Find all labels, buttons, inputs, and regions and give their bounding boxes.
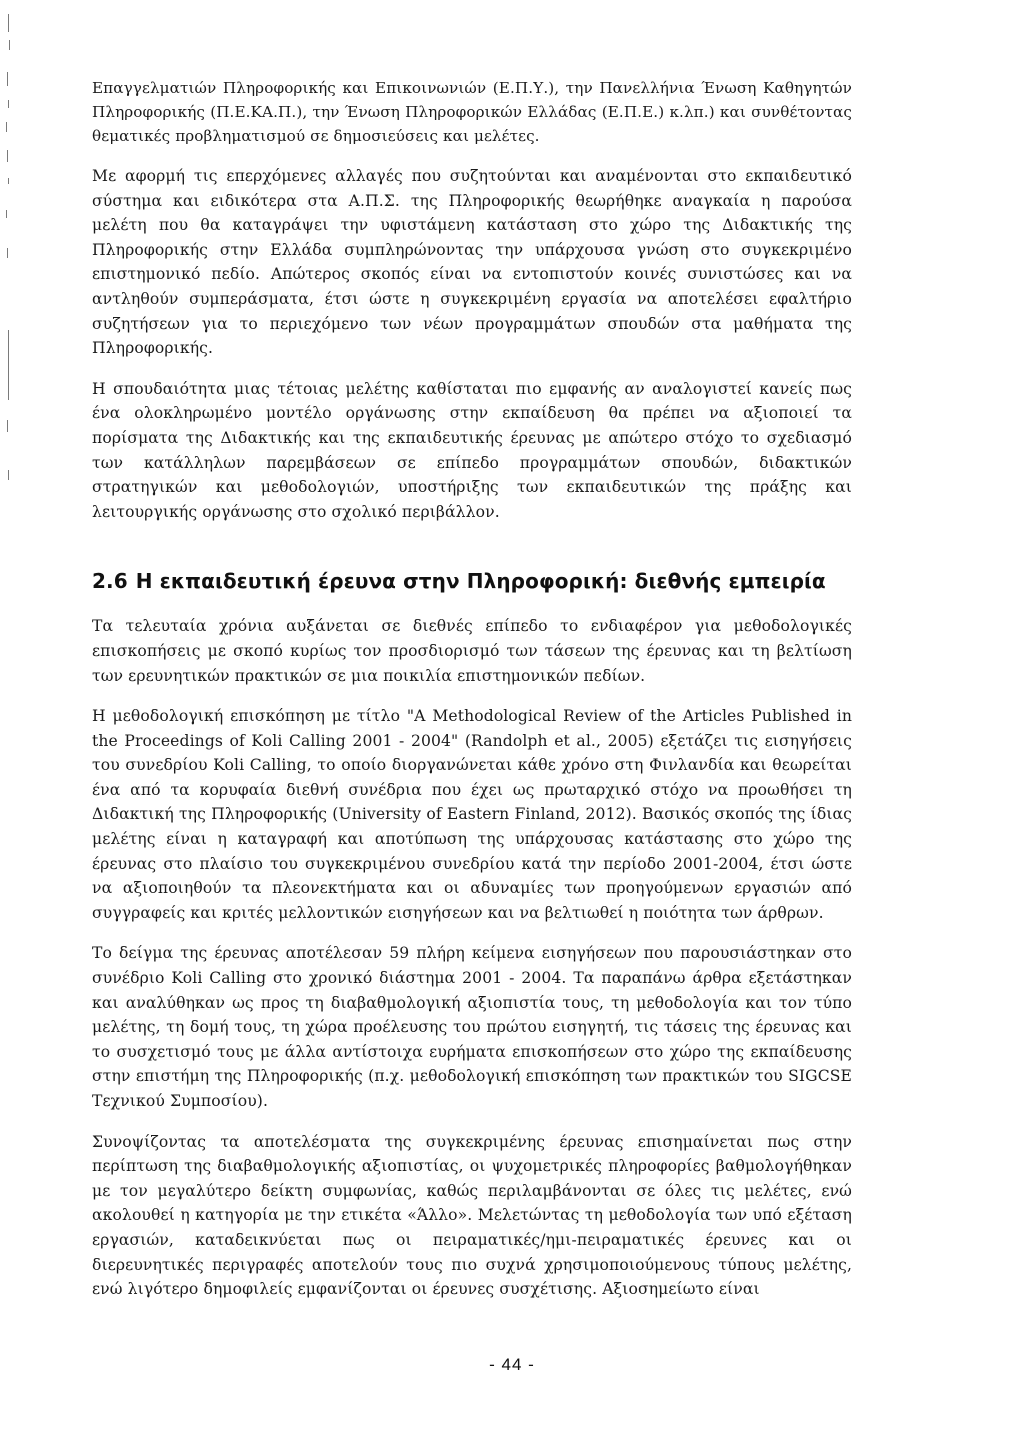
paragraph-summary: Συνοψίζοντας τα αποτελέσματα της συγκεκριμένης έρευνας επισημαίνεται πως στην περίπτωση της διαβαθμολογικής αξιοπιστίας, οι ψυχομετρικές πληροφορίες βαθμολογήθηκαν με τον μεγαλύτερο δείκτη συμφωνίας, καθώς περιλαμβάνονται σε όλες τις μελέτες, ενώ ακολουθεί η κατηγορία με την ετικέτα «Άλλο». Μελετώντας τη μεθοδολογία των υπό εξέταση εργασιών, καταδεικνύεται πως οι πειραματικές/ημι-πειραματικές έρευνες και οι διερευνητικές περιγραφές αποτελούν τους πιο συχνά χρησιμοποιούμενους τύπους μελέτης, ενώ λιγότερο δημοφιλείς εμφανίζονται οι έρευνες συσχέτισης. Αξιοσημείωτο είναι xyxy=(92,1132,852,1299)
paragraph-importance: Η σπουδαιότητα μιας τέτοιας μελέτης καθίσταται πιο εμφανής αν αναλογιστεί κανείς πως ένα ολοκληρωμένο μοντέλο οργάνωσης στην εκπαίδευση θα πρέπει να αξιοποιεί τα πορίσματα της Διδακτικής και της εκπαιδευτικής έρευνας με απώτερο στόχο το σχεδιασμό των κατάλληλων παρεμβάσεων σε επίπεδο προγραμμάτων σπουδών, διδακτικών στρατηγικών και μεθοδολογιών, υποστήριξης των εκπαιδευτικών της πράξης και λειτουργικής οργάνωσης στο σχολικό περιβάλλον. xyxy=(92,379,852,521)
section-number: 2.6 xyxy=(92,569,128,594)
scan-margin-marks xyxy=(0,0,24,1434)
paragraph-methodological-review: Η μεθοδολογική επισκόπηση με τίτλο "A Methodological Review of the Articles Published in the Proceedings of Koli Calling 2001 - 2004" (Randolph et al., 2005) εξετάζει τις εισηγήσεις του συνεδρίου Koli Calling, το οποίο διοργανώνεται κάθε χρόνο στη Φινλανδία και θεωρείται ένα από τα κορυφαία διεθνή συνέδρια που έχει ως πρωταρχικό στόχο να προωθήσει τη Διδακτική της Πληροφορικής (University of Eastern Finland, 2012). Βασικός σκοπός της ίδιας μελέτης είναι η καταγραφή και αποτύπωση της υπάρχουσας κατάστασης στο χώρο της έρευνας στο πλαίσιο του συγκεκριμένου συνεδρίου κατά την περίοδο 2001-2004, έτσι ώστε να αξιοποιηθούν τα πλεονεκτήματα και οι αδυναμίες των προηγούμενων εργασιών από συγγραφείς και κριτές μελλοντικών εισηγήσεων και να βελτιωθεί η ποιότητα των άρθρων. xyxy=(92,707,852,922)
paragraph-continued-list: Επαγγελματιών Πληροφορικής και Επικοινωνιών (Ε.Π.Υ.), την Πανελλήνια Ένωση Καθηγητών Πληροφορικής (Π.Ε.ΚΑ.Π.), την Ένωση Πληροφορικών Ελλάδας (Ε.Π.Ε.) κ.λπ.) και συνθέτοντας θεματικές προβληματισμού σε δημοσιεύσεις και μελέτες. xyxy=(92,79,852,145)
document-page xyxy=(92,76,852,1318)
section-title: Η εκπαιδευτική έρευνα στην Πληροφορική: διεθνής εμπειρία xyxy=(135,569,826,594)
section-heading xyxy=(92,568,852,594)
paragraph-introduction: Τα τελευταία χρόνια αυξάνεται σε διεθνές επίπεδο το ενδιαφέρον για μεθοδολογικές επισκοπήσεις με σκοπό κυρίως τον προσδιορισμό των τάσεων της έρευνας και τη βελτίωση των ερευνητικών πρακτικών σε μια ποικιλία επιστημονικών πεδίων. xyxy=(92,617,852,685)
paragraph-motivation: Με αφορμή τις επερχόμενες αλλαγές που συζητούνται και αναμένονται στο εκπαιδευτικό σύστημα και ειδικότερα στα Α.Π.Σ. της Πληροφορικής θεωρήθηκε αναγκαία η παρούσα μελέτη που θα καταγράψει την υφιστάμενη κατάσταση στο χώρο της Διδακτικής της Πληροφορικής στην Ελλάδα συμπληρώνοντας την υπάρχουσα γνώση στο συγκεκριμένο επιστημονικό πεδίο. Απώτερος σκοπός είναι να εντοπιστούν κοινές συνιστώσες και να αντληθούν συμπεράσματα, έτσι ώστε η συγκεκριμένη εργασία να αποτελέσει εφαλτήριο συζητήσεων για το περιεχόμενο των νέων προγραμμάτων σπουδών στα μαθήματα της Πληροφορικής. xyxy=(92,167,852,358)
page-number: - 44 - xyxy=(489,1355,535,1374)
paragraph-sample: Το δείγμα της έρευνας αποτέλεσαν 59 πλήρη κείμενα εισηγήσεων που παρουσιάστηκαν στο συνέδριο Koli Calling στο χρονικό διάστημα 2001 - 2004. Τα παραπάνω άρθρα εξετάστηκαν και αναλύθηκαν ως προς τη διαβαθμολογική αξιοπιστία τους, τη μεθοδολογία και τον τύπο μελέτης, τη δομή τους, τη χώρα προέλευσης του πρώτου εισηγητή, τις τάσεις της έρευνας και το συσχετισμό τους με άλλα αντίστοιχα ευρήματα επισκοπήσεων στο χώρο της εκπαίδευσης στην επιστήμη της Πληροφορικής (π.χ. μεθοδολογική επισκόπηση των πρακτικών του SIGCSE Τεχνικού Συμποσίου). xyxy=(92,944,852,1110)
